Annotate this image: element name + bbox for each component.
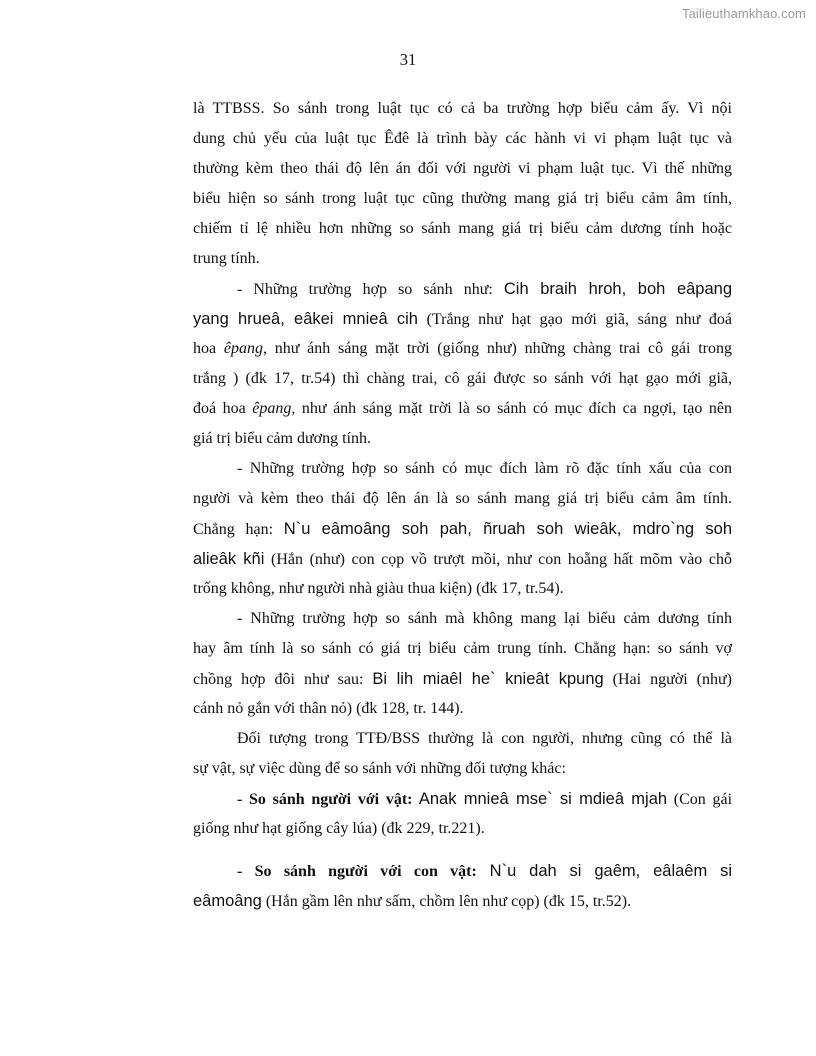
text-run: - Những trường hợp so sánh mà không mang lại biểu cảm dương tính bbox=[237, 610, 732, 627]
text-run: , như ánh sáng mặt trời (giống như) những chàng trai cô gái trong bbox=[262, 340, 732, 357]
text-run: cánh nỏ gắn với thân nỏ) (đk 128, tr. 144). bbox=[193, 700, 464, 717]
ede-quote: Anak mnieâ mse` si mdieâ mjah bbox=[412, 790, 668, 808]
text-line bbox=[193, 514, 732, 544]
text-line bbox=[193, 544, 732, 574]
ede-quote: N`u dah si gaêm, eâlaêm si bbox=[476, 862, 732, 880]
text-line bbox=[193, 634, 732, 664]
text-line bbox=[193, 664, 732, 694]
text-line bbox=[193, 424, 732, 454]
text-run: dung chủ yếu của luật tục Êđê là trình bày các hành vi vi phạm luật tục và bbox=[193, 130, 732, 147]
text-run: (Hai người (như) bbox=[603, 671, 732, 688]
text-line bbox=[193, 814, 732, 844]
text-run: biểu hiện so sánh trong luật tục cũng thường mang giá trị biểu cảm âm tính, bbox=[193, 190, 732, 207]
text-run: hay âm tính là so sánh có giá trị biểu cảm trung tính. Chẳng hạn: so sánh vợ bbox=[193, 640, 732, 657]
ede-quote: alieâk kñi bbox=[193, 550, 265, 568]
text-run: Chẳng hạn: bbox=[193, 521, 284, 538]
bold-heading: - So sánh người với vật: bbox=[237, 791, 413, 808]
text-run: giá trị biểu cảm dương tính. bbox=[193, 430, 371, 447]
text-line bbox=[193, 304, 732, 334]
ede-quote: eâmoâng bbox=[193, 892, 262, 910]
text-run: người và kèm theo thái độ lên án là so sánh mang giá trị biểu cảm âm tính. bbox=[193, 490, 732, 507]
text-line bbox=[193, 394, 732, 424]
text-run: sự vật, sự việc dùng để so sánh với những đối tượng khác: bbox=[193, 760, 566, 777]
text-run: Đối tượng trong TTĐ/BSS thường là con người, nhưng cũng có thể là bbox=[237, 730, 732, 747]
text-run: (Hắn gầm lên như sấm, chồm lên như cọp) (đk 15, tr.52). bbox=[261, 893, 632, 910]
ede-quote: Cih braih hroh, boh eâpang bbox=[503, 280, 733, 298]
text-line bbox=[193, 124, 732, 154]
text-run: , như ánh sáng mặt trời là so sánh có mục đích ca ngợi, tạo nên bbox=[291, 400, 733, 417]
text-line bbox=[193, 856, 732, 886]
text-run: giống như hạt giống cây lúa) (đk 229, tr.221). bbox=[193, 820, 485, 837]
text-run: chiếm tỉ lệ nhiều hơn những so sánh mang giá trị biểu cảm dương tính hoặc bbox=[193, 220, 732, 237]
text-line bbox=[193, 154, 732, 184]
text-line bbox=[193, 604, 732, 634]
page-number: 31 bbox=[399, 50, 417, 69]
text-run: (Trắng như hạt gạo mới giã, sáng như đoá bbox=[417, 311, 732, 328]
text-run: - Những trường hợp so sánh như: bbox=[237, 281, 504, 298]
text-run: trắng ) (đk 17, tr.54) thì chàng trai, cô gái được so sánh với hạt gạo mới giã, bbox=[193, 370, 732, 387]
document-body bbox=[193, 94, 732, 916]
text-run: chồng hợp đôi như sau: bbox=[193, 671, 373, 688]
text-line bbox=[193, 184, 732, 214]
text-run: - Những trường hợp so sánh có mục đích làm rõ đặc tính xấu của con bbox=[237, 460, 732, 477]
text-run: đoá hoa bbox=[193, 400, 253, 417]
text-run: thường kèm theo thái độ lên án đối với người vi phạm luật tục. Vì thế những bbox=[193, 160, 732, 177]
ede-quote: N`u eâmoâng soh pah, ñruah soh wieâk, mdro`ng soh bbox=[283, 520, 732, 538]
italic-term: êpang bbox=[223, 340, 263, 357]
text-run: là TTBSS. So sánh trong luật tục có cả ba trường hợp biểu cảm ấy. Vì nội bbox=[193, 100, 732, 117]
text-run: trống không, như người nhà giàu thua kiện) (đk 17, tr.54). bbox=[193, 580, 564, 597]
italic-term: êpang bbox=[252, 400, 292, 417]
text-line bbox=[193, 94, 732, 124]
bold-heading: - So sánh người với con vật: bbox=[237, 863, 477, 880]
ede-quote: yang hrueâ, eâkei mnieâ cih bbox=[193, 310, 418, 328]
text-line bbox=[193, 484, 732, 514]
text-run: hoa bbox=[193, 340, 224, 357]
ede-quote: Bi lih miaêl he` knieât kpung bbox=[372, 670, 604, 688]
text-run: (Con gái bbox=[667, 791, 733, 808]
text-line bbox=[193, 244, 732, 274]
text-line bbox=[193, 886, 732, 916]
text-line bbox=[193, 724, 732, 754]
text-line bbox=[193, 784, 732, 814]
text-run: trung tính. bbox=[193, 250, 260, 267]
text-line bbox=[193, 694, 732, 724]
text-line bbox=[193, 274, 732, 304]
text-line bbox=[193, 334, 732, 364]
text-line bbox=[193, 454, 732, 484]
text-line bbox=[193, 574, 732, 604]
text-run: (Hắn (như) con cọp vồ trượt mồi, như con hoẵng hất mõm vào chỗ bbox=[264, 551, 732, 568]
text-line bbox=[193, 214, 732, 244]
watermark: Tailieuthamkhao.com bbox=[681, 6, 806, 21]
text-line bbox=[193, 754, 732, 784]
text-line bbox=[193, 364, 732, 394]
